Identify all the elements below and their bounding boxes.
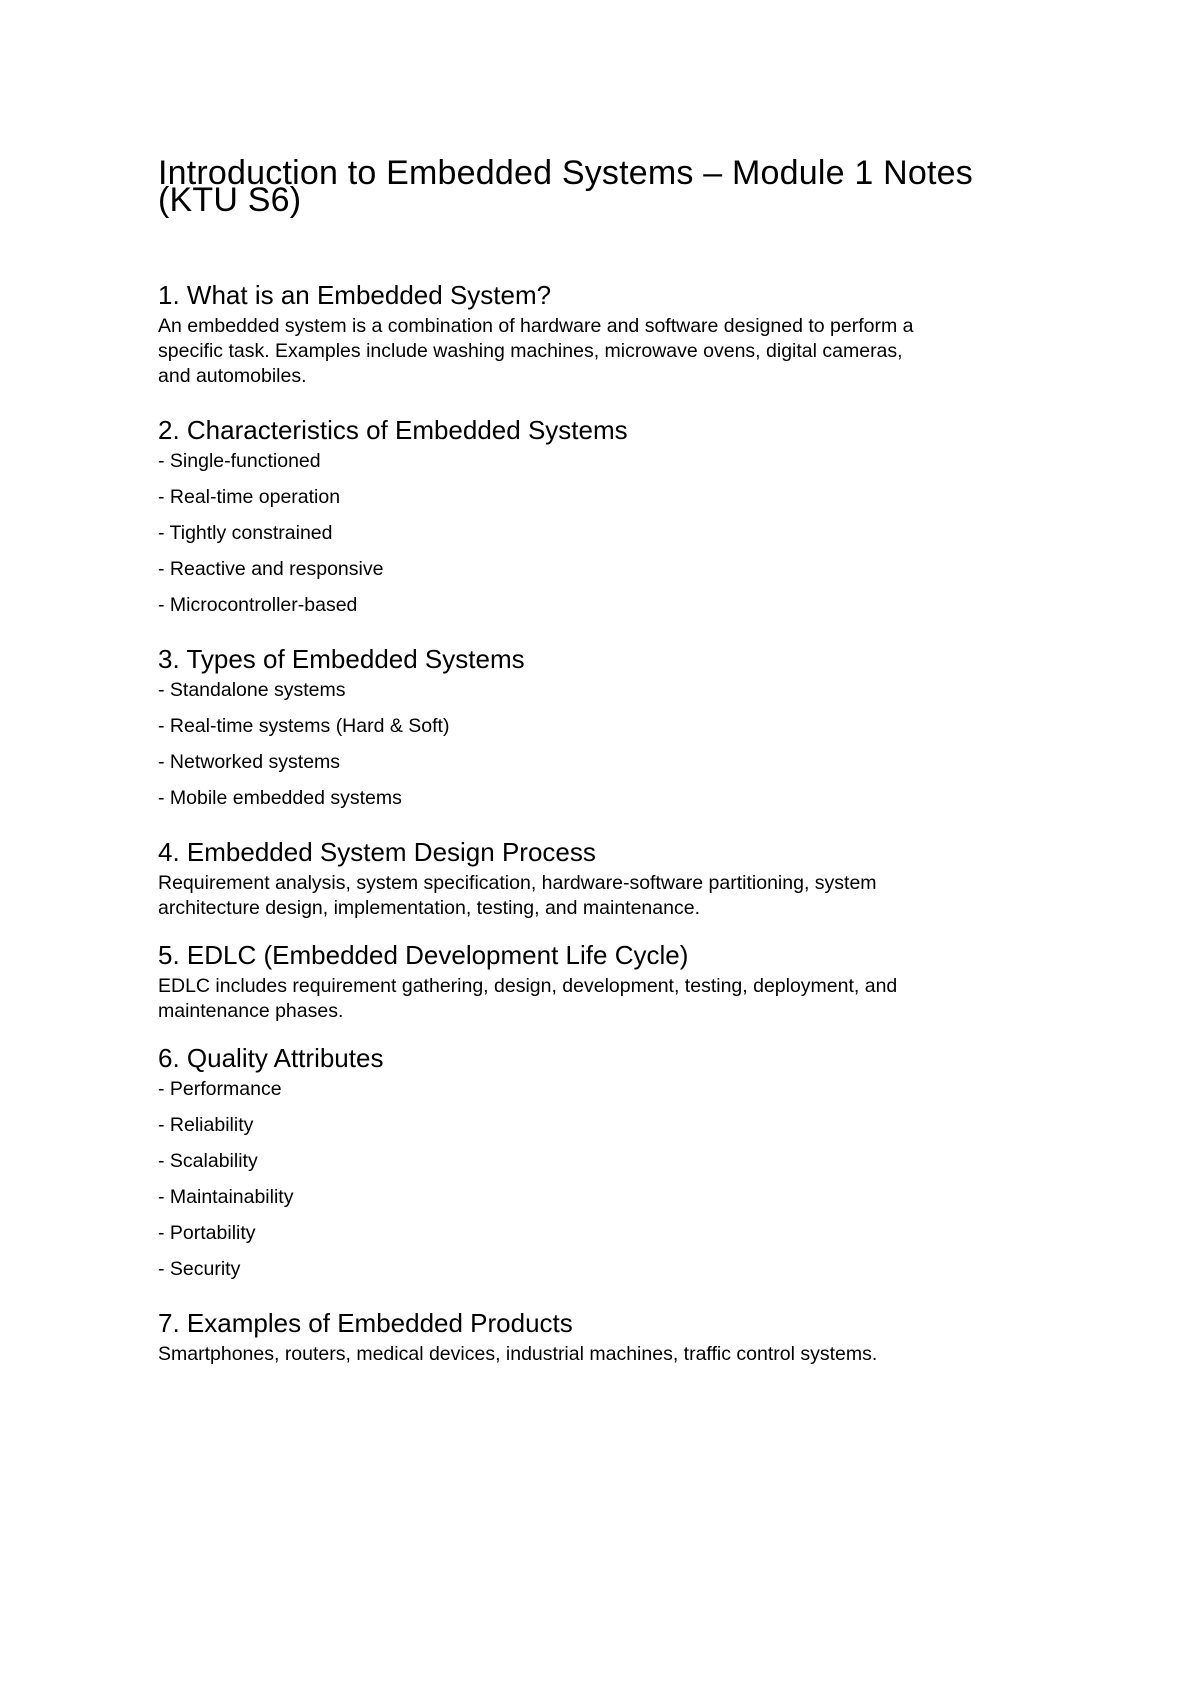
section-types <box>158 644 1058 811</box>
section-heading: 6. Quality Attributes <box>158 1043 384 1073</box>
section-paragraph <box>158 314 1058 389</box>
section-heading: 7. Examples of Embedded Products <box>158 1308 573 1338</box>
section-examples <box>158 1308 1058 1367</box>
section-heading: 4. Embedded System Design Process <box>158 837 596 867</box>
section-edlc <box>158 940 1058 1024</box>
list-item: - Tightly constrained <box>158 522 333 544</box>
list-item: - Standalone systems <box>158 679 346 701</box>
list-item: - Real-time systems (Hard & Soft) <box>158 715 450 737</box>
section-quality-attributes <box>158 1043 1058 1282</box>
list-item: - Networked systems <box>158 751 341 773</box>
section-heading: 2. Characteristics of Embedded Systems <box>158 415 628 445</box>
list-item: - Single-functioned <box>158 450 321 472</box>
section-heading: 1. What is an Embedded System? <box>158 280 552 310</box>
paragraph-line: specific task. Examples include washing machines, microwave ovens, digital cameras, <box>158 340 903 362</box>
section-paragraph <box>158 871 1058 921</box>
paragraph-line: maintenance phases. <box>158 1000 344 1022</box>
characteristics-list <box>158 449 1058 618</box>
paragraph-line: Requirement analysis, system specification, hardware-software partitioning, system <box>158 872 877 894</box>
paragraph-line: An embedded system is a combination of hardware and software designed to perform a <box>158 315 914 337</box>
list-item: - Real-time operation <box>158 486 341 508</box>
section-paragraph <box>158 1342 1058 1367</box>
document-title <box>158 154 1058 219</box>
list-item: - Reactive and responsive <box>158 558 384 580</box>
list-item: - Maintainability <box>158 1186 294 1208</box>
document-page <box>158 154 1058 1367</box>
list-item: - Scalability <box>158 1150 258 1172</box>
list-item: - Mobile embedded systems <box>158 787 402 809</box>
section-design-process <box>158 837 1058 921</box>
section-paragraph <box>158 974 1058 1024</box>
section-heading: 5. EDLC (Embedded Development Life Cycle) <box>158 940 689 970</box>
list-item: - Performance <box>158 1078 282 1100</box>
list-item: - Portability <box>158 1222 256 1244</box>
quality-attributes-list <box>158 1077 1058 1282</box>
paragraph-line: EDLC includes requirement gathering, design, development, testing, deployment, and <box>158 975 898 997</box>
paragraph-line: and automobiles. <box>158 365 307 387</box>
section-what-is-embedded-system <box>158 280 1058 389</box>
types-list <box>158 678 1058 811</box>
list-item: - Microcontroller-based <box>158 594 358 616</box>
section-characteristics <box>158 415 1058 618</box>
list-item: - Security <box>158 1258 241 1280</box>
document-title-line-2: (KTU S6) <box>158 181 302 219</box>
section-heading: 3. Types of Embedded Systems <box>158 644 525 674</box>
paragraph-line: architecture design, implementation, testing, and maintenance. <box>158 897 700 919</box>
document-title-line-1: Introduction to Embedded Systems – Module 1 Notes <box>158 154 973 192</box>
list-item: - Reliability <box>158 1114 254 1136</box>
paragraph-line: Smartphones, routers, medical devices, industrial machines, traffic control systems. <box>158 1343 878 1365</box>
